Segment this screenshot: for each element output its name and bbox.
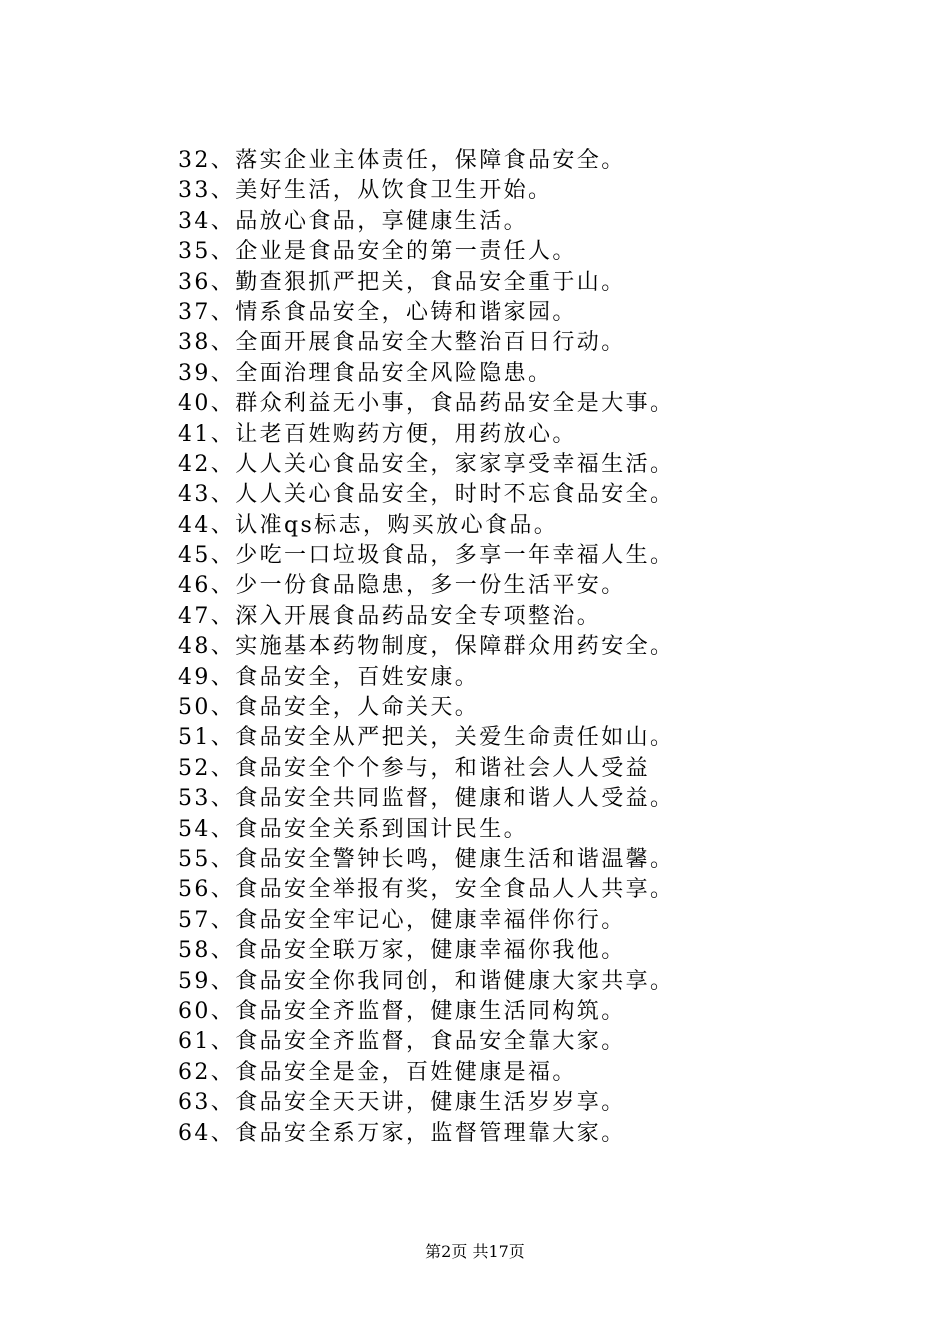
slogan-line: 42、人人关心食品安全，家家享受幸福生活。 [178,451,675,477]
slogan-list [178,146,898,1149]
slogan-line: 47、深入开展食品药品安全专项整治。 [178,603,602,629]
slogan-line: 57、食品安全牢记心，健康幸福伴你行。 [178,907,626,933]
slogan-line: 46、少一份食品隐患，多一份生活平安。 [178,573,626,599]
slogan-line: 51、食品安全从严把关，关爱生命责任如山。 [178,725,675,751]
slogan-line: 59、食品安全你我同创，和谐健康大家共享。 [178,968,675,994]
slogan-line: 55、食品安全警钟长鸣，健康生活和谐温馨。 [178,846,675,872]
slogan-line: 44、认准qs标志，购买放心食品。 [178,512,559,538]
slogan-line: 41、让老百姓购药方便，用药放心。 [178,421,577,447]
slogan-line: 61、食品安全齐监督，食品安全靠大家。 [178,1029,626,1055]
slogan-line: 64、食品安全系万家，监督管理靠大家。 [178,1120,626,1146]
slogan-line: 54、食品安全关系到国计民生。 [178,816,528,842]
slogan-line: 53、食品安全共同监督，健康和谐人人受益。 [178,786,675,812]
slogan-line: 49、食品安全，百姓安康。 [178,664,480,690]
slogan-line: 33、美好生活，从饮食卫生开始。 [178,178,553,204]
slogan-line: 32、落实企业主体责任，保障食品安全。 [178,148,626,173]
slogan-line: 62、食品安全是金，百姓健康是福。 [178,1059,577,1085]
slogan-line: 45、少吃一口垃圾食品，多享一年幸福人生。 [178,543,675,569]
slogan-line: 43、人人关心食品安全，时时不忘食品安全。 [178,482,675,508]
slogan-line: 35、企业是食品安全的第一责任人。 [178,239,577,265]
slogan-line: 37、情系食品安全，心铸和谐家园。 [178,299,577,325]
page-number-footer: 第2页 共17页 [425,1242,525,1261]
slogan-line: 63、食品安全天天讲，健康生活岁岁享。 [178,1090,626,1116]
slogan-line: 56、食品安全举报有奖，安全食品人人共享。 [178,877,675,903]
slogan-line: 36、勤查狠抓严把关，食品安全重于山。 [178,269,626,295]
slogan-line: 48、实施基本药物制度，保障群众用药安全。 [178,634,675,660]
slogan-line: 40、群众利益无小事，食品药品安全是大事。 [178,391,675,417]
slogan-line: 39、全面治理食品安全风险隐患。 [178,360,553,386]
slogan-line: 58、食品安全联万家，健康幸福你我他。 [178,938,626,964]
slogan-line: 60、食品安全齐监督，健康生活同构筑。 [178,998,626,1024]
slogan-line: 52、食品安全个个参与，和谐社会人人受益 [178,755,650,781]
slogan-line: 38、全面开展食品安全大整治百日行动。 [178,330,626,356]
slogan-line: 50、食品安全，人命关天。 [178,695,480,721]
slogan-line: 34、品放心食品，享健康生活。 [178,208,528,234]
